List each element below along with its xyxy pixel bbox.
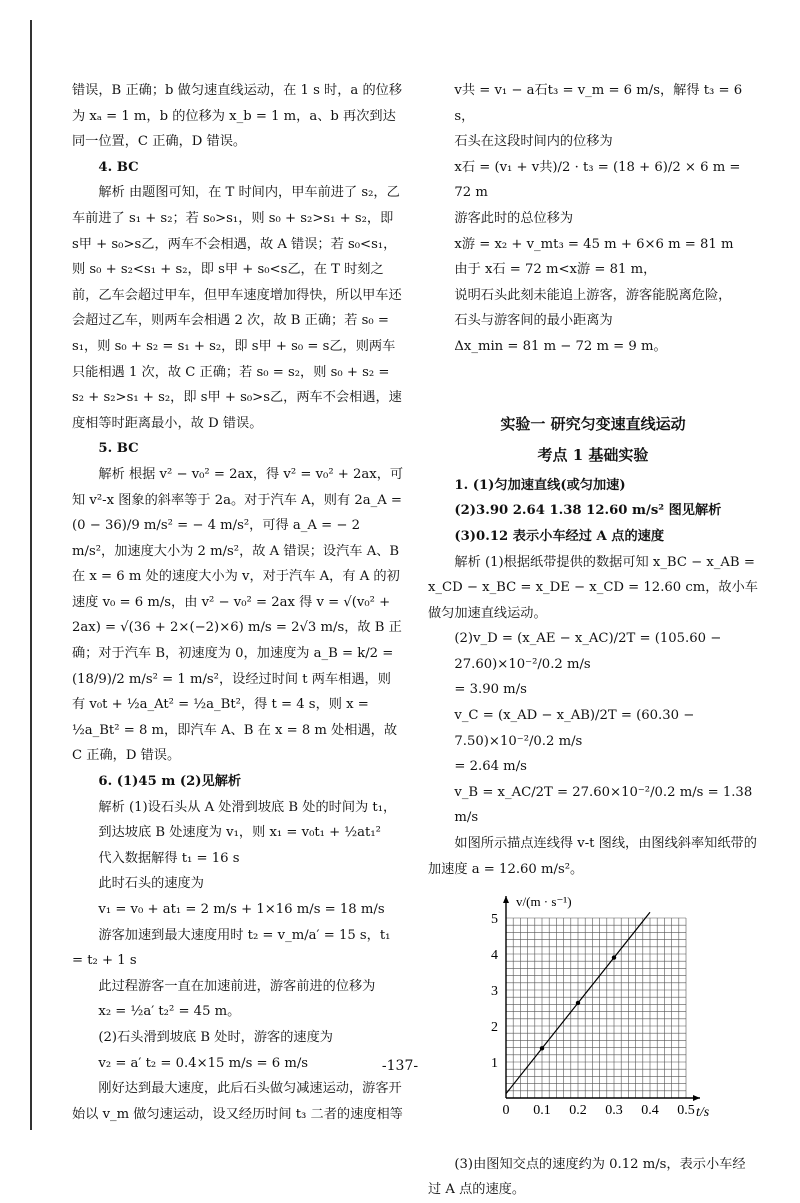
conclusion-paragraph-0: (3)由图知交点的速度约为 0.12 m/s，表示小车经过 A 点的速度。 [428, 1156, 746, 1198]
y-tick-label: 4 [491, 948, 498, 964]
y-tick-label: 3 [491, 984, 498, 1000]
left-paragraph-11: 游客加速到最大速度用时 t₂ = v_m/a′ = 15 s，t₁ = t₂ + 1 s [72, 927, 391, 969]
left-paragraph-2: 解析 由题图可知，在 T 时间内，甲车前进了 s₂，乙车前进了 s₁ + s₂；若 s₀>s₁，则 s₀ + s₂>s₁ + s₂，即 s甲 + s₀>s乙，两车不会相遇，故 A 错误；若 s₀<s₁，则 s₀ + s₂<s₁ + s₂，即 s甲 + s₀<s乙，在 T 时刻之前，乙车会超过甲车，但甲车速度增加得快，所以甲车还会超过乙车，则两车会相遇 2 次，故 B 正确；若 s₀ = s₁，则 s₀ + s₂ = s₁ + s₂，即 s甲 + s₀ = s乙，则两车只能相遇 1 次，故 C 正确；若 s₀ = s₂，则 s₀ + s₂ = s₂ + s₂>s₁ + s₂，即 s甲 + s₀>s乙，两车不会相遇，速度相等时距离最小，故 D 错误。 [72, 185, 402, 431]
left-paragraph-15: v₂ = a′ t₂ = 0.4×15 m/s = 6 m/s [98, 1055, 309, 1071]
experiment-paragraph-3: 解析 (1)根据纸带提供的数据可知 x_BC − x_AB = x_CD − x_BC = x_DE − x_CD = 12.60 cm，故小车做匀加速直线运动。 [428, 554, 758, 621]
right-paragraph-7: 石头与游客间的最小距离为 [454, 313, 613, 329]
right-paragraph-4: x游 = x₂ + v_mt₃ = 45 m + 6×6 m = 81 m [454, 236, 734, 252]
left-column [72, 78, 404, 1127]
left-paragraph-12: 此过程游客一直在加速前进，游客前进的位移为 [98, 978, 376, 994]
x-tick-label: 0.5 [677, 1103, 695, 1119]
experiment-paragraph-6: v_C = (x_AD − x_AB)/2T = (60.30 − 7.50)×10⁻²/0.2 m/s [454, 708, 695, 749]
x-tick-label: 0 [502, 1103, 510, 1119]
right-paragraph-8: Δx_min = 81 m − 72 m = 9 m。 [454, 338, 667, 354]
right-paragraph-6: 说明石头此刻未能追上游客，游客能脱离危险， [454, 287, 732, 303]
y-axis-label: v/(m · s⁻¹) [516, 894, 572, 910]
section-title: 实验一 研究匀变速直线运动 [500, 414, 686, 433]
left-paragraph-14: (2)石头滑到坡底 B 处时，游客的速度为 [98, 1029, 333, 1045]
experiment-paragraph-9: 如图所示描点连线得 v-t 图线，由图线斜率知纸带的加速度 a = 12.60 m/s²。 [428, 836, 757, 877]
y-tick-label: 1 [491, 1056, 498, 1072]
x-axis-label: t/s [696, 1105, 710, 1121]
right-paragraph-0: v共 = v₁ − a石t₃ = v_m = 6 m/s，解得 t₃ = 6 s， [454, 83, 743, 124]
data-point [540, 1046, 544, 1050]
left-paragraph-5: 6. (1)45 m (2)见解析 [98, 774, 242, 790]
left-paragraph-1: 4. BC [98, 159, 139, 175]
left-paragraph-6: 解析 (1)设石头从 A 处滑到坡底 B 处的时间为 t₁， [98, 799, 397, 815]
right-paragraph-3: 游客此时的总位移为 [454, 210, 574, 226]
y-axis-arrow [503, 896, 509, 903]
experiment-paragraph-7: = 2.64 m/s [454, 759, 527, 775]
left-paragraph-8: 代入数据解得 t₁ = 16 s [98, 850, 240, 866]
x-axis-arrow [693, 1095, 700, 1101]
right-paragraph-5: 由于 x石 = 72 m<x游 = 81 m， [454, 262, 657, 278]
left-paragraph-0: 错误，B 正确；b 做匀速直线运动，在 1 s 时，a 的位移为 xₐ = 1 m，b 的位移为 x_b = 1 m，a、b 再次到达同一位置，C 正确，D 错误。 [72, 83, 403, 150]
experiment-paragraph-0: 1. (1)匀加速直线(或匀加速) [454, 477, 626, 493]
y-tick-label: 2 [491, 1020, 498, 1036]
data-point [576, 1001, 580, 1005]
experiment-paragraph-8: v_B = x_AC/2T = 27.60×10⁻²/0.2 m/s = 1.38 m/s [454, 784, 753, 826]
left-paragraph-10: v₁ = v₀ + at₁ = 2 m/s + 1×16 m/s = 18 m/s [98, 902, 385, 917]
x-tick-label: 0.4 [641, 1103, 659, 1119]
experiment-paragraph-4: (2)v_D = (x_AE − x_AC)/2T = (105.60 − 27.60)×10⁻²/0.2 m/s [454, 631, 722, 672]
page-margin-line [30, 20, 32, 1130]
sub-title: 考点 1 基础实验 [537, 446, 649, 465]
right-paragraph-1: 石头在这段时间内的位移为 [454, 134, 613, 150]
left-paragraph-9: 此时石头的速度为 [98, 876, 204, 892]
data-point [612, 956, 616, 960]
experiment-paragraph-2: (3)0.12 表示小车经过 A 点的速度 [454, 528, 665, 544]
experiment-paragraph-5: = 3.90 m/s [454, 682, 527, 698]
page-number: -137- [381, 1058, 419, 1074]
left-paragraph-16: 刚好达到最大速度，此后石头做匀减速运动，游客开始以 v_m 做匀速运动，设又经历时间 t₃ 二者的速度相等 [72, 1081, 403, 1122]
y-tick-label: 5 [491, 912, 498, 928]
experiment-paragraph-1: (2)3.90 2.64 1.38 12.60 m/s² 图见解析 [454, 503, 722, 519]
left-paragraph-3: 5. BC [98, 441, 139, 457]
left-paragraph-13: x₂ = ½a′ t₂² = 45 m。 [98, 1004, 241, 1020]
right-paragraph-2: x石 = (v₁ + v共)/2 · t₃ = (18 + 6)/2 × 6 m = 72 m [454, 159, 741, 201]
x-tick-label: 0.1 [533, 1103, 551, 1119]
x-tick-label: 0.2 [569, 1103, 587, 1119]
left-paragraph-7: 到达坡底 B 处速度为 v₁，则 x₁ = v₀t₁ + ½at₁² [98, 825, 381, 841]
x-tick-label: 0.3 [605, 1103, 623, 1119]
left-paragraph-4: 解析 根据 v² − v₀² = 2ax，得 v² = v₀² + 2ax，可知 v²-x 图象的斜率等于 2a。对于汽车 A，则有 2a_A = (0 − 36)/9 m/s² = − 4 m/s²，可得 a_A = − 2 m/s²，加速度大小为 2 m/s²，故 A 错误；设汽车 A、B 在 x = 6 m 处的速度大小为 v，对于汽车 A，有 A 的初速度 v₀ = 6 m/s，由 v² − v₀² = 2ax 得 v = √(v₀² + 2ax) = √(36 + 2×(−2)×6) m/s = 2√3 m/s，故 B 正确；对于汽车 B，初速度为 0，加速度为 a_B = k/2 = (18/9)/2 m/s² = 1 m/s²，设经过时间 t 两车相遇，则有 v₀t + ½a_At² = ½a_Bt²，得 t = 4 s，则 x = ½a_Bt² = 8 m，即汽车 A、B 在 x = 8 m 处相遇，故 C 正确，D 错误。 [72, 466, 404, 764]
v-t-graph [466, 888, 710, 1138]
right-column [428, 78, 758, 1203]
